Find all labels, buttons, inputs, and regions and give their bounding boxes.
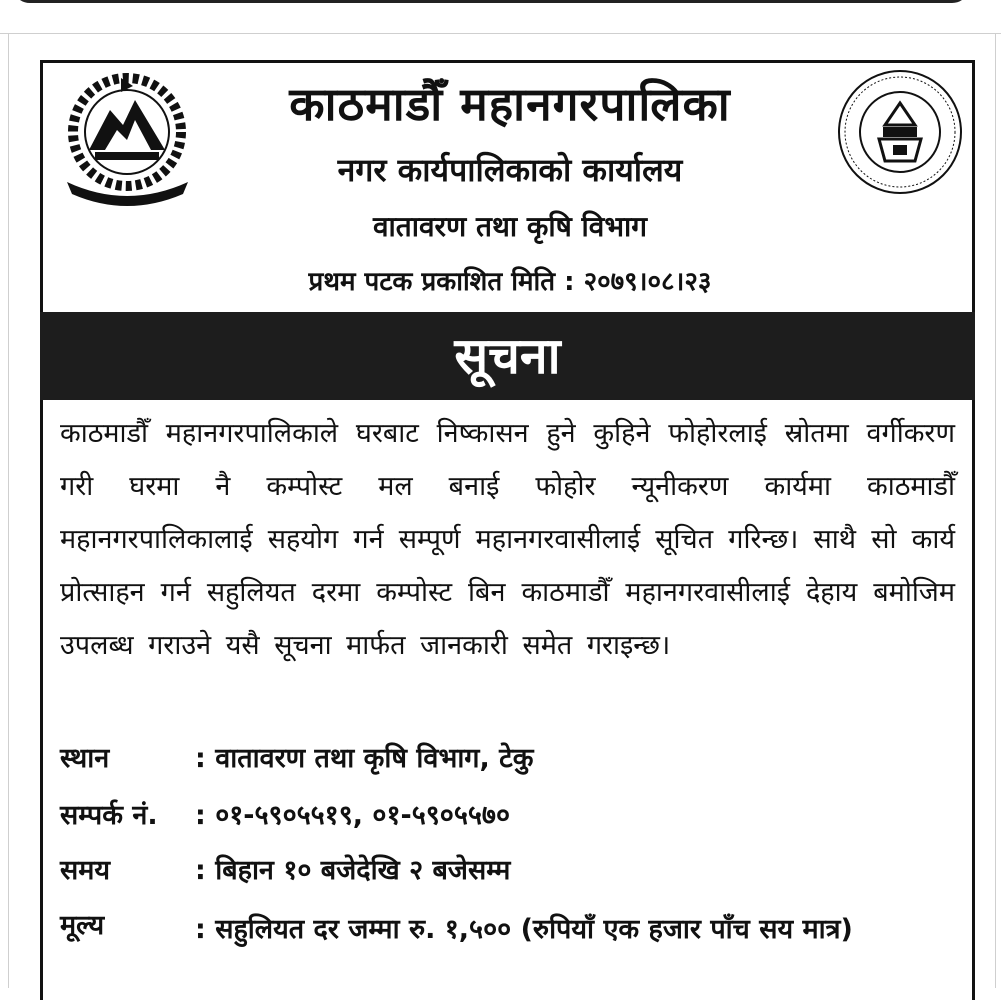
department-title: वातावरण तथा कृषि विभाग [372,210,648,243]
detail-label: सम्पर्क नं. [60,800,158,831]
page-margin-left [8,33,9,988]
publish-date: प्रथम पटक प्रकाशित मिति : २०७९।०८।२३ [308,267,712,297]
detail-value: : सहुलियत दर जम्मा रु. १,५०० (रुपियाँ एक हजार पाँच सय मात्र) [195,914,853,945]
kmc-seal-icon [835,67,965,197]
detail-value: : बिहान १० बजेदेखि २ बजेसम्म [195,855,511,886]
notice-heading: सूचना [40,312,975,400]
detail-value: : वातावरण तथा कृषि विभाग, टेकु [195,743,534,774]
org-title: काठमाडौँ महानगरपालिका [289,77,731,131]
top-frame [12,0,970,3]
page-margin-right [995,33,996,988]
notice-body: काठमाडौँ महानगरपालिकाले घरबाट निष्कासन हुने कुहिने फोहोरलाई स्रोतमा वर्गीकरण गरी घरमा नै कम्पोस्ट मल बनाई फोहोर न्यूनीकरण कार्यमा काठमाडौँ महानगरपालिकालाई सहयोग गर्न सम्पूर्ण महानगरवासीलाई सूचित गरिन्छ। साथै सो कार्य प्रोत्साहन गर्न सहुलियत दरमा कम्पोस्ट बिन काठमाडौँ महानगरवासीलाई देहाय बमोजिम उपलब्ध गराउने यसै सूचना मार्फत जानकारी समेत गराइन्छ। [60,418,955,661]
detail-label: स्थान [60,743,110,774]
office-title: नगर कार्यपालिकाको कार्यालय [337,151,683,189]
detail-label: मूल्य [60,910,105,941]
detail-label: समय [60,855,111,886]
page-divider [0,33,1001,34]
detail-value: : ०१-५९०५५१९, ०१-५९०५५७० [195,800,510,831]
nepal-emblem-icon [55,70,200,210]
